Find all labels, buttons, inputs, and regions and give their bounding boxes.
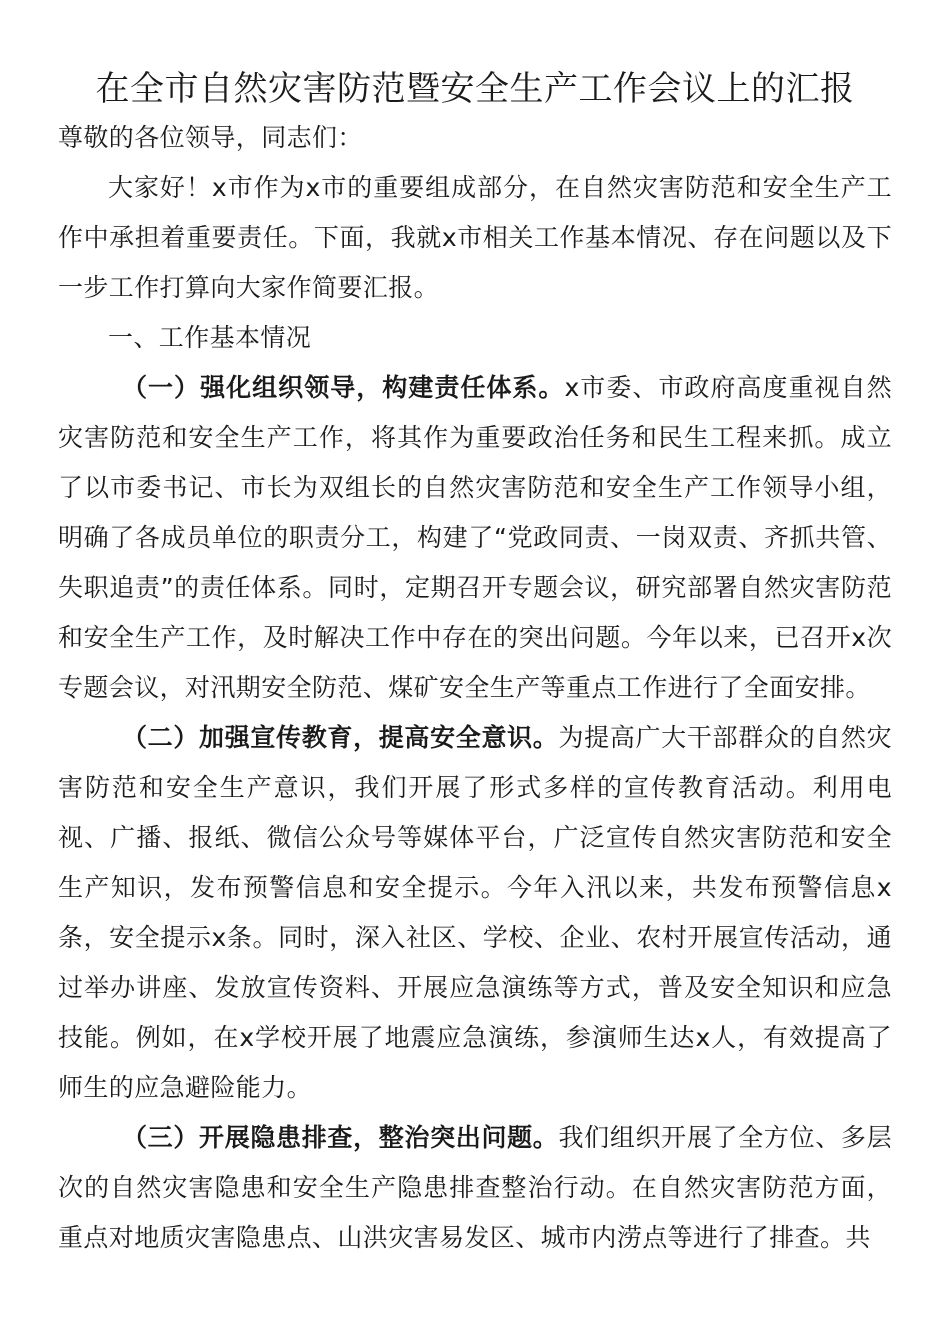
salutation: 尊敬的各位领导，同志们： xyxy=(58,123,363,152)
paragraph-text: 为提高广大干部群众的自然灾害防范和安全生产意识，我们开展了形式多样的宣传教育活动。利用电视、广播、报纸、微信公众号等媒体平台，广泛宣传自然灾害防范和安全生产知识，发布预警信息和安全提示。今年入汛以来，共发布预警信息x条，安全提示x条。同时，深入社区、学校、企业、农村开展宣传活动，通过举办讲座、发放宣传资料、开展应急演练等方式，普及安全知识和应急技能。例如，在x学校开展了地震应急演练，参演师生达x人，有效提高了师生的应急避险能力。 xyxy=(58,723,892,1102)
paragraph-text: x市委、市政府高度重视自然灾害防范和安全生产工作，将其作为重要政治任务和民生工程来抓。成立了以市委书记、市长为双组长的自然灾害防范和安全生产工作领导小组，明确了各成员单位的职责分工，构建了“党政同责、一岗双责、齐抓共管、失职追责”的责任体系。同时，定期召开专题会议，研究部署自然灾害防范和安全生产工作，及时解决工作中存在的突出问题。今年以来，已召开x次专题会议，对汛期安全防范、煤矿安全生产等重点工作进行了全面安排。 xyxy=(58,373,892,702)
paragraph-item-3 xyxy=(58,1113,892,1263)
document-body xyxy=(58,113,892,1263)
intro-paragraph: 大家好！x市作为x市的重要组成部分，在自然灾害防范和安全生产工作中承担着重要责任。下面，我就x市相关工作基本情况、存在问题以及下一步工作打算向大家作简要汇报。 xyxy=(58,173,892,302)
paragraph-lead: （二）加强宣传教育，提高安全意识。 xyxy=(122,723,559,752)
paragraph-item-2 xyxy=(58,713,892,1113)
paragraph-text: 我们组织开展了全方位、多层次的自然灾害隐患和安全生产隐患排查整治行动。在自然灾害防范方面，重点对地质灾害隐患点、山洪灾害易发区、城市内涝点等进行了排查。共 xyxy=(58,1123,892,1252)
document-title: 在全市自然灾害防范暨安全生产工作会议上的汇报 xyxy=(95,69,855,109)
paragraph-lead: （三）开展隐患排查，整治突出问题。 xyxy=(122,1123,559,1152)
section-heading: 一、工作基本情况 xyxy=(108,323,312,352)
paragraph-item-1 xyxy=(58,363,892,713)
paragraph-lead: （一）强化组织领导，构建责任体系。 xyxy=(122,373,565,402)
